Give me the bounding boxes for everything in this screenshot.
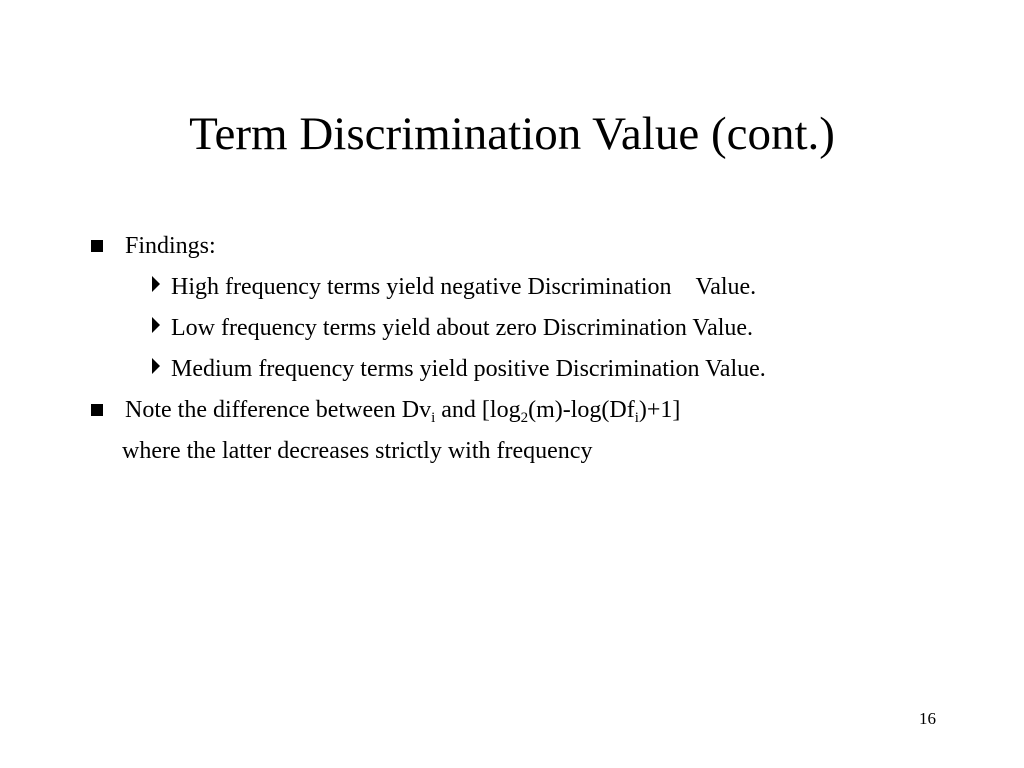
subscript-i: i [431, 410, 436, 426]
bullet-note-difference [125, 395, 680, 425]
note-text-part4: )+1] [638, 397, 681, 423]
page-number: 16 [919, 709, 936, 728]
bullet-findings: Findings: [125, 233, 216, 259]
subscript-i: i [634, 410, 639, 426]
note-continuation: where the latter decreases strictly with frequency [122, 438, 593, 464]
subscript-2: 2 [520, 410, 529, 426]
square-bullet-icon [91, 240, 103, 252]
sub-item-low-frequency: Low frequency terms yield about zero Discrimination Value. [171, 315, 754, 341]
slide-title: Term Discrimination Value (cont.) [189, 108, 835, 160]
square-bullet-icon [91, 404, 103, 416]
note-text-part1: Note the difference between Dv [125, 397, 432, 423]
note-text-part3: (m)-log(Df [528, 397, 635, 423]
sub-item-medium-frequency: Medium frequency terms yield positive Discrimination Value. [171, 356, 766, 382]
sub-item-high-frequency: High frequency terms yield negative Discrimination Value. [171, 274, 757, 300]
note-text-part2: and [log [435, 397, 521, 423]
triangle-bullet-icon [152, 317, 160, 333]
triangle-bullet-icon [152, 276, 160, 292]
triangle-bullet-icon [152, 358, 160, 374]
